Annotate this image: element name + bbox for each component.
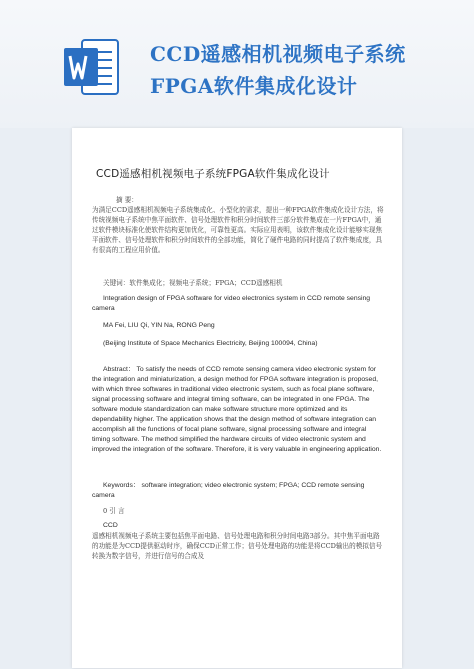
word-document-icon bbox=[62, 36, 120, 98]
affiliation: (Beijing Institute of Space Mechanics Electricity, Beijing 100094, China) bbox=[103, 340, 318, 347]
banner-title-line2: FPGA软件集成化设计 bbox=[150, 74, 358, 98]
section-heading: 0 引 言 bbox=[103, 507, 125, 515]
abstract-cn-text: 为满足CCD遥感相机视频电子系统集成化、小型化的需求，提出一种FPGA软件集成化设计方法，将传统视频电子系统中焦平面软件、信号处理软件和积分时间软件三部分软件集成在一片FPGA中，通过软件模块标准化使软件结构更加优化，可靠性更高。实际应用表明，该软件集成化设计能够实现焦平面软件、信号处理软件和积分时间软件的全部功能，简化了硬件电路的同时提高了软件集成度，具有很高的工程应用价值。 bbox=[92, 206, 384, 254]
keywords-cn: 关键词：软件集成化；视频电子系统；FPGA；CCD遥感相机 bbox=[103, 279, 283, 287]
document-page bbox=[72, 128, 402, 668]
title-en: Integration design of FPGA software for video electronics system in CCD remote sensing camera bbox=[92, 295, 371, 312]
banner-title-line1: CCD遥感相机视频电子系统 bbox=[150, 42, 406, 66]
keywords-en: Keywords： software integration; video electronic system; FPGA; CCD remote sensing camera bbox=[92, 482, 365, 499]
header-banner bbox=[0, 0, 474, 128]
abstract-label-cn: 摘 要： bbox=[116, 196, 138, 204]
section-sub: CCD bbox=[103, 522, 118, 529]
abstract-en: Abstract： To satisfy the needs of CCD remote sensing camera video electronic system for the integration and miniaturization, a design method for FPGA software integration is proposed, with which three softwares in traditional video electronic system, such as focal plane software, signal processing software and integral timing software, can be integrated in one FPGA. The software module standardization can make software structure more optimized and its dependability higher. The application shows that the design method of software integration can accomplish all the functions of focal plane software, signal processing software and integral timing software. The method simplified the hardware circuits of video electronic system and improved the integration of the software. Therefore, it is very valuable in engineering application. bbox=[92, 366, 382, 453]
document-title: CCD遥感相机视频电子系统FPGA软件集成化设计 bbox=[96, 168, 330, 180]
abstract-cn bbox=[92, 195, 384, 255]
intro-cn: 遥感相机视频电子系统主要包括焦平面电路、信号处理电路和积分时间电路3部分。其中焦平面电路的功能是为CCD提供驱动时序，确保CCD正常工作；信号处理电路的功能是将CCD输出的模拟信号转换为数字信号，并进行信号的合成及 bbox=[92, 532, 383, 560]
authors: MA Fei, LIU Qi, YIN Na, RONG Peng bbox=[103, 322, 215, 329]
